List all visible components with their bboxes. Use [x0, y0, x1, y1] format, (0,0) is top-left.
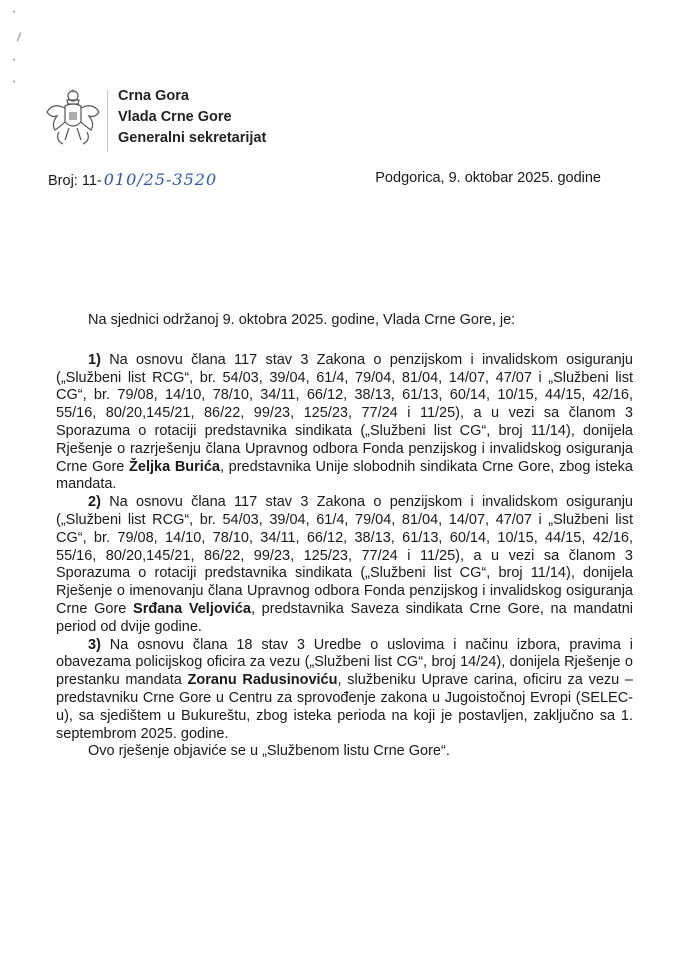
decision-item-1: [56, 352, 633, 494]
session-intro: Na sjednici održanoj 9. oktobra 2025. godine, Vlada Crne Gore, je:: [88, 312, 516, 328]
place-and-date: Podgorica, 9. oktobar 2025. godine: [375, 170, 601, 186]
item-text: , službeniku Uprave carina, oficiru za vezu – predstavniku Crne Gore u Centru za sprovođenje zakona u Jugoistočnoj Evropi (SELEC-u), sa sjedištem u Bukureštu, zbog isteka perioda na koji je postavljen, zaključno sa 1. septembrom 2025. godine.: [56, 672, 633, 742]
publication-note: Ovo rješenje objaviće se u „Službenom listu Crne Gore“.: [88, 743, 450, 760]
government-name: Vlada Crne Gore: [118, 109, 232, 125]
letterhead-divider: [107, 90, 108, 152]
scan-artifacts: [10, 8, 22, 88]
reference-label: Broj: 11-: [48, 173, 102, 189]
montenegro-coat-of-arms-icon: [43, 88, 103, 150]
document-meta: [48, 170, 619, 189]
person-name: Srđana Veljovića: [133, 600, 251, 617]
department-name: Generalni sekretarijat: [118, 130, 267, 146]
item-text: , predstavnika Unije slobodnih sindikata Crne Gore, zbog isteka mandata.: [56, 458, 633, 493]
item-text: , predstavnika Saveza sindikata Crne Gore, na mandatni period od dvije godine.: [56, 600, 633, 635]
document-body: [56, 312, 633, 761]
item-text: Na osnovu člana 18 stav 3 Uredbe o uslovima i načinu izbora, pravima i obavezama policijskog oficira za vezu („Službeni list CG“, broj 14/24), donijela Rješenje o prestanku mandata: [56, 636, 633, 689]
person-name: Željka Burića: [129, 458, 220, 475]
handwritten-reference: 010/25-3520: [103, 170, 218, 189]
item-text: Na osnovu člana 117 stav 3 Zakona o penzijskom i invalidskom osiguranju („Službeni list RCG“, br. 54/03, 39/04, 61/4, 79/04, 81/04, 14/07, 47/07 i „Službeni list CG“, br. 79/08, 14/10, 78/10, 34/11, 66/12, 38/13, 61/13, 60/14, 10/15, 44/15, 42/16, 55/16, 80/20,145/21, 86/22, 99/23, 125/23, 77/24 i 11/25), a u vezi sa članom 3 Sporazuma o rotaciji predstavnika sindikata („Službeni list CG“, broj 11/14), donijela Rješenje o razrješenju člana Upravnog odbora Fonda penzijskog i invalidskog osiguranja Crne Gore: [56, 351, 633, 475]
item-text: Na osnovu člana 117 stav 3 Zakona o penzijskom i invalidskom osiguranju („Službeni list RCG“, br. 54/03, 39/04, 61/4, 79/04, 81/04, 14/07, 47/07 i „Službeni list CG“, br. 79/08, 14/10, 78/10, 34/11, 66/12, 38/13, 61/13, 60/14, 10/15, 44/15, 42/16, 55/16, 80/20,145/21, 86/22, 99/23, 125/23, 77/24 i 11/25), a u vezi sa članom 3 Sporazuma o rotaciji predstavnika sindikata („Službeni list CG“, broj 11/14), donijela Rješenje o imenovanju člana Upravnog odbora Fonda penzijskog i invalidskog osiguranja Crne Gore: [56, 494, 633, 617]
item-number: 2): [88, 494, 101, 511]
organization-name: [118, 86, 266, 149]
item-number: 3): [88, 636, 101, 653]
letterhead: [43, 80, 266, 150]
item-number: 1): [88, 351, 101, 368]
country-name: Crna Gora: [118, 88, 189, 104]
decision-item-3: [56, 637, 633, 744]
decision-item-2: [56, 494, 633, 636]
reference-number: [48, 170, 217, 189]
person-name: Zoranu Radusinoviću: [187, 672, 338, 689]
